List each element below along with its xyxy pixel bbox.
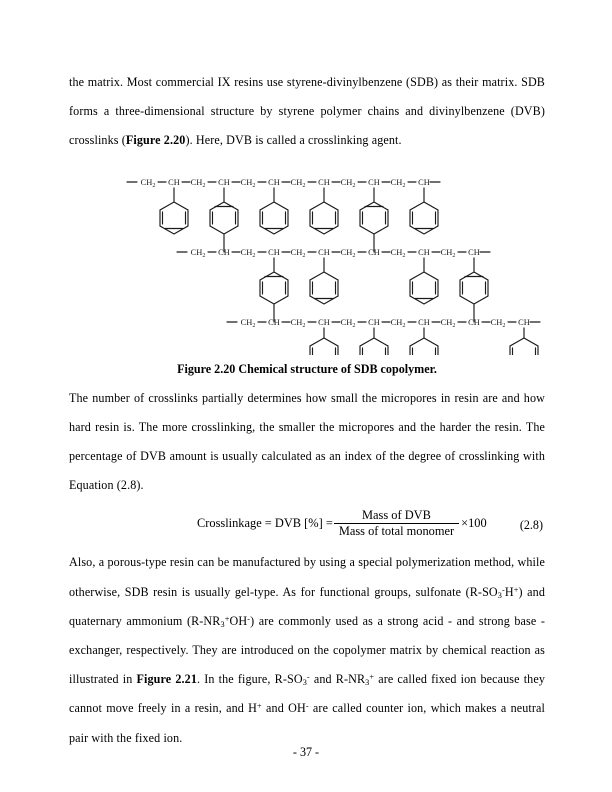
p3-seg-8: OH xyxy=(229,613,248,628)
svg-text:CH: CH xyxy=(418,317,430,327)
p3-seg-6: 3 xyxy=(220,619,225,629)
svg-text:CH2: $CH_2$ xyxy=(290,317,306,329)
svg-text:CH: CH xyxy=(418,247,430,257)
paragraph-crosslink-density: The number of crosslinks partially determines how small the micropores in resin are and how hard resin is. The more crosslinking, the smaller the micropores and the harder the resin. The percentage of DVB amount is usually calculated as an index of the degree of crosslinking with Equation (2.8). xyxy=(69,390,545,493)
p3-seg-4: + xyxy=(513,584,519,594)
page-content xyxy=(69,68,545,753)
p3-seg-13: 3 xyxy=(302,678,307,688)
page-number: - 37 - xyxy=(292,745,320,759)
svg-text:CH2: $CH_2$ xyxy=(140,177,156,189)
svg-text:CH2: $CH_2$ xyxy=(390,247,406,259)
svg-text:CH2: $CH_2$ xyxy=(240,177,256,189)
svg-text:CH2: $CH_2$ xyxy=(440,247,456,259)
figure-2-21-reference: Figure 2.21 xyxy=(136,672,197,687)
svg-text:CH: CH xyxy=(368,247,380,257)
p3-seg-2: - xyxy=(502,584,505,594)
svg-text:CH: CH xyxy=(318,177,330,187)
benzene-ring-crosslink xyxy=(360,202,388,252)
svg-text:CH: CH xyxy=(268,317,280,327)
svg-text:CH: CH xyxy=(218,247,230,257)
equation-numerator: Mass of DVB xyxy=(362,508,431,523)
benzene-ring-crosslink xyxy=(210,202,238,252)
svg-text:CH: CH xyxy=(468,317,480,327)
svg-text:CH2: $CH_2$ xyxy=(290,247,306,259)
svg-text:CH: CH xyxy=(268,247,280,257)
svg-text:CH2: $CH_2$ xyxy=(440,317,456,329)
p3-seg-15: and R-NR xyxy=(309,672,366,687)
equation-multiplier: ×100 xyxy=(461,516,487,531)
benzene-ring xyxy=(410,202,438,234)
svg-text:CH2: $CH_2$ xyxy=(340,247,356,259)
svg-text:CH: CH xyxy=(168,177,180,187)
svg-text:CH: CH xyxy=(318,247,330,257)
backbone-labels xyxy=(141,178,530,329)
p3-seg-16: 3 xyxy=(365,678,370,688)
benzene-ring xyxy=(310,272,338,304)
figure-2-20-reference: Figure 2.20 xyxy=(125,133,186,148)
benzene-ring xyxy=(310,202,338,234)
benzene-ring xyxy=(510,338,538,355)
svg-text:CH2: $CH_2$ xyxy=(240,247,256,259)
svg-text:CH: CH xyxy=(318,317,330,327)
p3-seg-1: 3 xyxy=(497,590,503,600)
p3-seg-18: are called fixed ion because they cannot move freely in a resin, and H xyxy=(69,672,545,716)
svg-text:CH2: $CH_2$ xyxy=(390,317,406,329)
paragraph-1-run-c: ). Here, DVB is called a crosslinking agent. xyxy=(185,133,402,148)
svg-text:CH: CH xyxy=(218,177,230,187)
svg-text:CH: CH xyxy=(518,317,530,327)
benzene-ring xyxy=(410,272,438,304)
benzene-ring-crosslink xyxy=(460,272,488,322)
svg-text:CH: CH xyxy=(368,177,380,187)
figure-2-20-sdb-copolymer-structure xyxy=(69,170,545,376)
svg-text:CH2: $CH_2$ xyxy=(490,317,506,329)
p3-seg-7: + xyxy=(224,614,230,624)
p3-seg-5: ) and quaternary ammonium (R-NR xyxy=(69,584,545,628)
svg-text:CH: CH xyxy=(418,177,430,187)
benzene-ring xyxy=(160,202,188,234)
svg-text:CH2: $CH_2$ xyxy=(190,247,206,259)
paragraph-functional-groups xyxy=(69,548,545,752)
equation-denominator: Mass of total monomer xyxy=(338,524,455,539)
svg-text:CH2: $CH_2$ xyxy=(240,317,256,329)
equation-lhs: Crosslinkage = DVB [%] = xyxy=(197,516,333,531)
p3-seg-10: ) are commonly used as a strong acid - and strong base - exchanger, respectively. They are introduced on the copolymer matrix by chemical reaction as illustrated in xyxy=(69,613,545,687)
benzene-ring xyxy=(410,338,438,355)
paragraph-1-run-a: the matrix. Most commercial IX resins use styrene-divinylbenzene (SDB) as their matrix. SDB forms a three-dimensional structure by styrene polymer chains and divinylbenzene (DVB) crosslinks ( xyxy=(69,75,545,148)
benzene-ring xyxy=(360,338,388,355)
svg-text:CH: CH xyxy=(268,177,280,187)
p3-seg-22: are called counter ion, which makes a neutral pair with the fixed ion. xyxy=(69,701,546,745)
p3-seg-17: + xyxy=(369,672,375,682)
svg-text:CH: CH xyxy=(468,247,480,257)
figure-2-20-caption: Figure 2.20 Chemical structure of SDB copolymer. xyxy=(177,361,437,376)
sdb-copolymer-svg xyxy=(69,170,545,355)
p3-seg-12: . In the figure, R-SO xyxy=(197,672,303,687)
p3-seg-0: Also, a porous-type resin can be manufactured by using a special polymerization method, while otherwise, SDB resin is usually gel-type. As for functional groups, sulfonate (R-SO xyxy=(69,555,545,599)
equation-fraction xyxy=(334,508,459,539)
svg-text:CH: CH xyxy=(368,317,380,327)
benzene-ring-crosslink xyxy=(260,272,288,322)
svg-text:CH2: $CH_2$ xyxy=(290,177,306,189)
benzene-ring xyxy=(260,202,288,234)
p3-seg-19: + xyxy=(257,701,262,711)
svg-text:CH2: $CH_2$ xyxy=(190,177,206,189)
svg-text:CH2: $CH_2$ xyxy=(390,177,406,189)
svg-text:CH2: $CH_2$ xyxy=(340,317,356,329)
p3-seg-20: and OH xyxy=(261,701,306,716)
paragraph-intro-matrix xyxy=(69,68,545,156)
equation-2-8-block xyxy=(69,506,545,548)
svg-text:CH2: $CH_2$ xyxy=(340,177,356,189)
equation-2-8-number: (2.8) xyxy=(519,518,543,533)
p3-seg-3: H xyxy=(504,584,514,599)
p3-seg-21: - xyxy=(305,701,309,711)
p3-seg-9: - xyxy=(247,614,251,624)
equation-2-8-expression xyxy=(197,508,487,539)
p3-seg-14: - xyxy=(306,672,310,682)
benzene-ring xyxy=(310,338,338,355)
